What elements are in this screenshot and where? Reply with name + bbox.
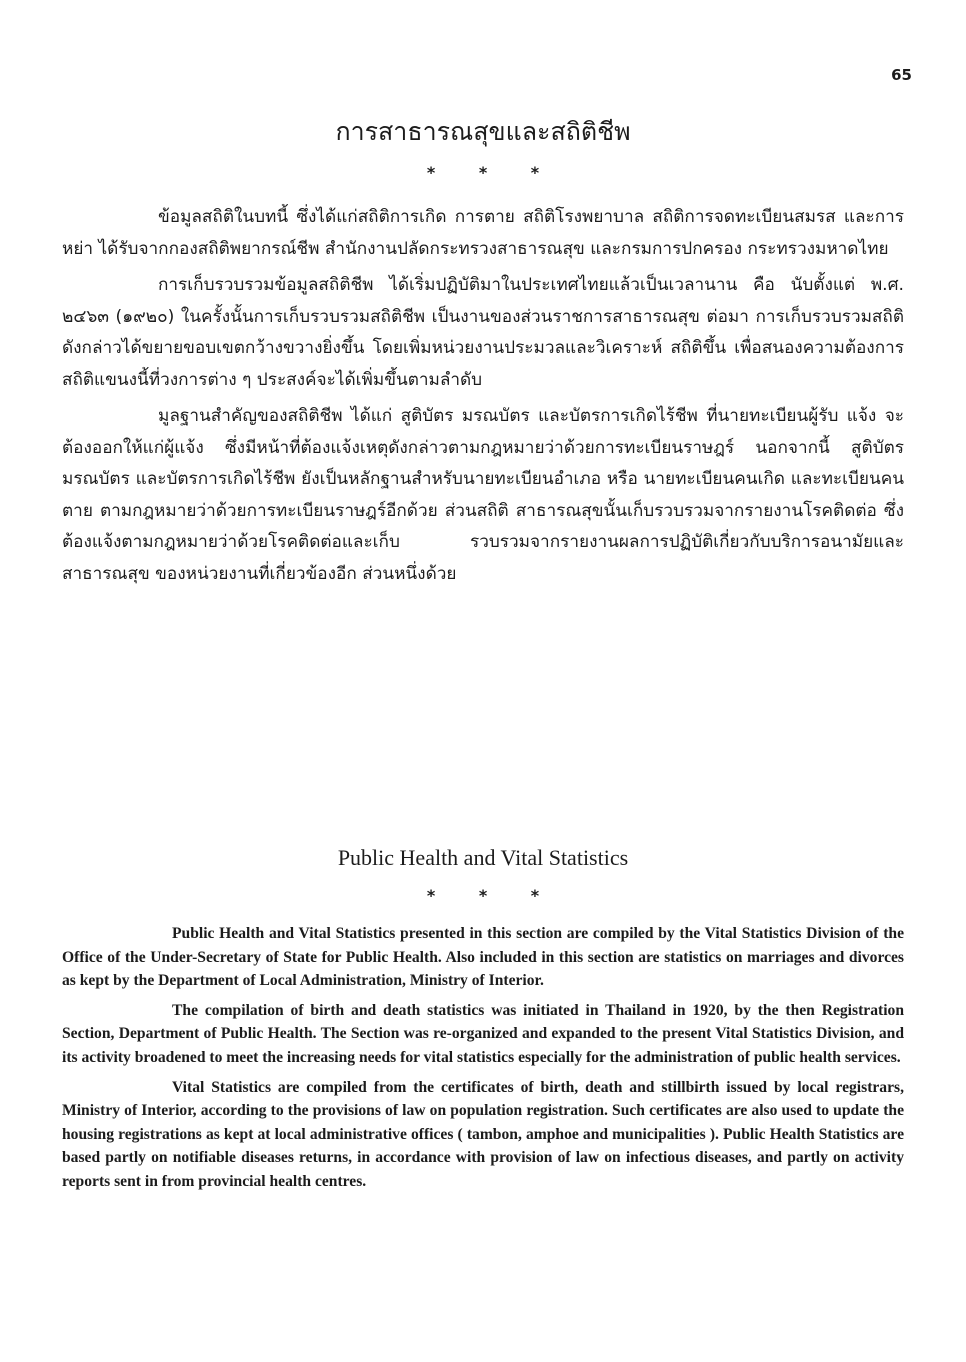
thai-paragraph-2: การเก็บรวบรวมข้อมูลสถิติชีพ ได้เริ่มปฏิบัติมาในประเทศไทยแล้วเป็นเวลานาน คือ นับตั้งแต่ พ.ศ. ๒๔๖๓ (๑๙๒๐) ในครั้งนั้นการเก็บรวบรวมสถิติชีพ เป็นงานของส่วนราชการสาธารณสุข ต่อมา การเก็บรวบรวมสถิติดังกล่าวได้ขยายขอบเขตกว้างขวางยิ่งขึ้น โดยเพิ่มหน่วยงานประมวลและวิเคราะห์ สถิติขึ้น เพื่อสนองความต้องการสถิติแขนงนี้ที่วงการต่าง ๆ ประสงค์จะได้เพิ่มขึ้นตามลำดับ [62,275,904,390]
page-number: 65 [891,66,912,84]
english-section-title: Public Health and Vital Statistics [337,845,629,870]
thai-section-title: การสาธารณสุขและสถิติชีพ [335,117,631,146]
english-body [62,922,904,1200]
english-paragraph-1: Public Health and Vital Statistics presented in this section are compiled by the Vital Statistics Division of the Office of the Under-Secretary of State for Public Health. Also included in this section are statistics on marriages and divorces as kept by the Department of Local Administration, Ministry of Interior. [62,925,904,990]
thai-paragraph-1: ข้อมูลสถิติในบทนี้ ซึ่งได้แก่สถิติการเกิด การตาย สถิติโรงพยาบาล สถิติการจดทะเบียนสมรส และการหย่า ได้รับจากกองสถิติพยากรณ์ชีพ สำนักงานปลัดกระทรวงสาธารณสุข และกรมการปกครอง กระทรวงมหาดไทย [62,207,904,259]
thai-separator: * * * [426,163,540,182]
english-paragraph-2: The compilation of birth and death statistics was initiated in Thailand in 1920, by the then Registration Section, Department of Public Health. The Section was re-organized and expanded to the present Vital Statistics Division, and its activity broadened to meet the increasing needs for vital statistics especially for the administration of public health services. [62,1001,904,1066]
thai-paragraph-3: มูลฐานสำคัญของสถิติชีพ ได้แก่ สูติบัตร มรณบัตร และบัตรการเกิดไร้ชีพ ที่นายทะเบียนผู้รับ แจ้ง จะต้องออกให้แก่ผู้แจ้ง ซึ่งมีหน้าที่ต้องแจ้งเหตุดังกล่าวตามกฎหมายว่าด้วยการทะเบียนราษฎร์ นอกจากนี้ สูติบัตร มรณบัตร และบัตรการเกิดไร้ชีพ ยังเป็นหลักฐานสำหรับนายทะเบียนอำเภอ หรือ นายทะเบียนคนเกิด และทะเบียนคนตาย ตามกฎหมายว่าด้วยการทะเบียนราษฎร์อีกด้วย ส่วนสถิติ สาธารณสุขนั้นเก็บรวบรวมจากรายงานโรคติดต่อ ซึ่งต้องแจ้งตามกฎหมายว่าด้วยโรคติดต่อและเก็บ รวบรวมจากรายงานผลการปฏิบัติเกี่ยวกับบริการอนามัยและสาธารณสุข ของหน่วยงานที่เกี่ยวข้องอีก ส่วนหนึ่งด้วย [62,406,904,584]
thai-body [62,202,904,595]
english-separator: * * * [426,886,540,905]
english-paragraph-3: Vital Statistics are compiled from the certificates of birth, death and stillbirth issued by local registrars, Ministry of Interior, according to the provisions of law on population registration. Such certificates are also used to update the housing registrations as kept at local administrative offices ( tambon, amphoe and municipalities ). Public Health Statistics are based partly on notifiable diseases returns, in accordance with provision of law on infectious diseases, and partly on activity reports sent in from provincial health centres. [62,1078,904,1190]
